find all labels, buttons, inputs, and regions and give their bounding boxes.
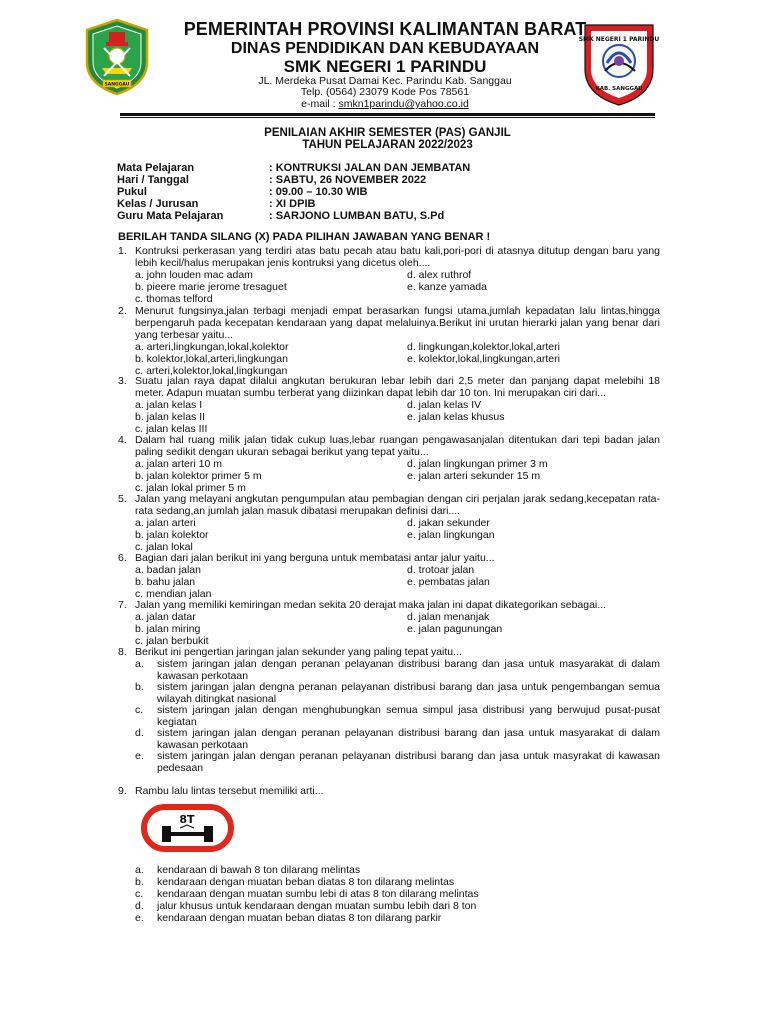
answer-option[interactable]: a. jalan kelas I xyxy=(135,399,203,411)
question-text: Menurut fungsinya,jalan terbagi menjadi empat berasarkan fungsi utama,jumlah kepadatan lalu lintas,hingga berpengaruh pada kecepatan kendaraan yang dapat melaluinya.Berikut ini urutan hierarki jalan yang benar dari yang terbesar yaitu... xyxy=(135,305,660,341)
option-letter: d. xyxy=(135,900,144,912)
answer-option[interactable]: c. mendian jalan xyxy=(135,588,212,600)
answer-option[interactable]: b. jalan kelas II xyxy=(135,411,206,423)
answer-option[interactable]: a. arteri,lingkungan,lokal,kolektor xyxy=(135,341,289,353)
answer-option[interactable]: sistem jaringan jalan dengan peranan pelayanan distribusi barang dan jasa untuk masyarakat di dalam kawasan perkotaan xyxy=(157,727,660,751)
sanggau-regency-logo xyxy=(84,18,150,96)
question-text: Rambu lalu lintas tersebut memiliki arti... xyxy=(135,785,324,797)
answer-option[interactable]: a. jalan datar xyxy=(135,611,196,623)
header-government: PEMERINTAH PROVINSI KALIMANTAN BARAT xyxy=(183,19,587,39)
question-number: 9. xyxy=(118,785,127,797)
header-rule-thick xyxy=(120,113,655,116)
answer-option[interactable]: kendaraan dengan muatan beban diatas 8 ton dilarang melintas xyxy=(157,876,455,888)
answer-option[interactable]: a. badan jalan xyxy=(135,564,201,576)
info-label: Hari / Tanggal xyxy=(117,174,189,186)
question-number: 3. xyxy=(118,375,127,387)
exam-year: TAHUN PELAJARAN 2022/2023 xyxy=(302,139,473,151)
answer-option[interactable]: e. kolektor,lokal,lingkungan,arteri xyxy=(407,353,560,365)
info-value: : 09.00 – 10.30 WIB xyxy=(269,186,368,198)
answer-option[interactable]: kendaraan dengan muatan beban diatas 8 ton dilarang parkir xyxy=(157,912,442,924)
answer-option[interactable]: kendaraan di bawah 8 ton dilarang melintas xyxy=(157,864,361,876)
question-text: Jalan yang melayani angkutan pengumpulan atau pembagian dengan ciri perjalan jarak sedang,kecepatan rata-rata sedang,an jumlah jalan masuk dibatasi merupakan definisi dari.... xyxy=(135,493,660,517)
answer-option[interactable]: c. jalan lokal xyxy=(135,541,193,553)
option-letter: d. xyxy=(135,727,144,739)
answer-option[interactable]: b. jalan miring xyxy=(135,623,201,635)
answer-option[interactable]: b. jalan kolektor primer 5 m xyxy=(135,470,262,482)
answer-option[interactable]: jalur khusus untuk kendaraan dengan muatan sumbu lebih dari 8 ton xyxy=(157,900,477,912)
header-school: SMK NEGERI 1 PARINDU xyxy=(283,57,487,76)
answer-option[interactable]: c. thomas telford xyxy=(135,293,213,305)
answer-option[interactable]: sistem jaringan jalan dengna peranan pelayanan distribusi barang dan jasa untuk pengembangan semua wilayah ditingkat nasional xyxy=(157,681,660,705)
question-text: Dalam hal ruang milik jalan tidak cukup luas,lebar ruangan pengawasanjalan ditentukan dari tepi badan jalan paling sedikit dengan ukuran sebagai berikut yang tepat yaitu... xyxy=(135,434,660,458)
option-letter: c. xyxy=(135,888,144,900)
header-email-line xyxy=(150,98,620,110)
info-value: : SARJONO LUMBAN BATU, S.Pd xyxy=(269,210,445,222)
option-letter: a. xyxy=(135,658,144,670)
answer-option[interactable]: b. kolektor,lokal,arteri,lingkungan xyxy=(135,353,288,365)
answer-option[interactable]: d. trotoar jalan xyxy=(407,564,475,576)
answer-option[interactable]: d. jakan sekunder xyxy=(407,517,490,529)
info-value: : SABTU, 26 NOVEMBER 2022 xyxy=(269,174,427,186)
answer-option[interactable]: c. jalan kelas III xyxy=(135,423,208,435)
option-letter: b. xyxy=(135,876,144,888)
question-number: 6. xyxy=(118,552,127,564)
info-label: Pukul xyxy=(117,186,147,198)
option-letter: c. xyxy=(135,704,144,716)
answer-option[interactable]: kendaraan dengan muatan sumbu lebi di atas 8 ton dilarang melintas xyxy=(157,888,479,900)
answer-option[interactable]: e. jalan pagunungan xyxy=(407,623,503,635)
question-number: 4. xyxy=(118,434,127,446)
answer-option[interactable]: sistem jaringan jalan dengan menghubungkan semua simpul jasa distribusi yang berwujud pusat-pusat kegiatan xyxy=(157,704,660,728)
option-letter: e. xyxy=(135,750,144,762)
answer-option[interactable]: e. jalan lingkungan xyxy=(407,529,495,541)
question-text: Kontruksi perkerasan yang terdiri atas batu pecah atau batu kali,pori-pori di atasnya ditutup dengan baru yang lebih kecil/halus merupakan jenis kontruksi yang dicetus oleh.... xyxy=(135,245,660,269)
email-link[interactable]: smkn1parindu@yahoo.co.id xyxy=(338,98,469,110)
answer-option[interactable]: d. lingkungan,kolektor,lokal,arteri xyxy=(407,341,560,353)
question-number: 7. xyxy=(118,599,127,611)
option-letter: a. xyxy=(135,864,144,876)
answer-option[interactable]: c. arteri,kolektor,lokal,lingkungan xyxy=(135,365,288,377)
question-number: 5. xyxy=(118,493,127,505)
answer-option[interactable]: b. jalan kolektor xyxy=(135,529,209,541)
instructions: BERILAH TANDA SILANG (X) PADA PILIHAN JAWABAN YANG BENAR ! xyxy=(118,231,491,243)
info-label: Guru Mata Pelajaran xyxy=(117,210,224,222)
option-letter: b. xyxy=(135,681,144,693)
answer-option[interactable]: sistem jaringan jalan dengan peranan pelayanan distribusi barang dan jasa untuk masyrakat di kawasan pedesaan xyxy=(157,750,660,774)
answer-option[interactable]: c. jalan lokal primer 5 m xyxy=(135,482,246,494)
header-address: JL. Merdeka Pusat Damai Kec. Parindu Kab. Sanggau xyxy=(258,75,512,87)
answer-option[interactable]: d. alex ruthrof xyxy=(407,269,472,281)
info-label: Mata Pelajaran xyxy=(117,162,195,174)
info-value: : XI DPIB xyxy=(269,198,316,210)
answer-option[interactable]: sistem jaringan jalan dengan peranan pelayanan distribusi barang dan jasa untuk masyarakat di dalam kawasan perkotaan xyxy=(157,658,660,682)
answer-option[interactable]: b. bahu jalan xyxy=(135,576,196,588)
info-value: : KONTRUKSI JALAN DAN JEMBATAN xyxy=(269,162,471,174)
question-text: Suatu jalan raya dapat dilalui angkutan berukuran lebar lebih dari 2,5 meter dan panjang dapat melebihi 18 meter. Adapun muatan sumbu terberat yang diizinkan dapat lebih dar 10 ton. Ini merupakan ciri dari... xyxy=(135,375,660,399)
sign-label: 8T xyxy=(179,813,195,826)
answer-option[interactable]: a. jalan arteri xyxy=(135,517,196,529)
exam-title: PENILAIAN AKHIR SEMESTER (PAS) GANJIL xyxy=(264,127,511,139)
question-text: Berikut ini pengertian jaringan jalan sekunder yang paling tepat yaitu... xyxy=(135,646,462,658)
answer-option[interactable]: d. jalan lingkungan primer 3 m xyxy=(407,458,548,470)
question-number: 1. xyxy=(118,245,127,257)
answer-option[interactable]: a. jalan arteri 10 m xyxy=(135,458,222,470)
answer-option[interactable]: e. jalan kelas khusus xyxy=(407,411,505,423)
header-department: DINAS PENDIDIKAN DAN KEBUDAYAAN xyxy=(230,40,540,57)
logo-right-caption-bottom: KAB. SANGGAU xyxy=(595,86,643,92)
info-label: Kelas / Jurusan xyxy=(117,198,199,210)
logo-left-caption: SANGGAU xyxy=(104,82,130,88)
question-number: 8. xyxy=(118,646,127,658)
logo-right-caption-top: SMK NEGERI 1 PARINDU xyxy=(578,36,660,43)
answer-option[interactable]: e. kanze yamada xyxy=(407,281,487,293)
header-rule-thin xyxy=(120,117,655,118)
answer-option[interactable]: e. pembatas jalan xyxy=(407,576,490,588)
answer-option[interactable]: c. jalan berbukit xyxy=(135,635,209,647)
answer-option[interactable]: e. jalan arteri sekunder 15 m xyxy=(407,470,541,482)
question-text: Bagian dari jalan berikut ini yang berguna untuk membatasi antar jalur yaitu... xyxy=(135,552,495,564)
answer-option[interactable]: d. jalan menanjak xyxy=(407,611,490,623)
option-letter: e. xyxy=(135,912,144,924)
answer-option[interactable]: a. john louden mac adam xyxy=(135,269,253,281)
header-phone: Telp. (0564) 23079 Kode Pos 78561 xyxy=(300,86,470,98)
question-number: 2. xyxy=(118,305,127,317)
question-text: Jalan yang memiliki kemiringan medan sekita 20 derajat maka jalan ini dapat dikategorikan sebagai... xyxy=(135,599,607,611)
axle-load-limit-sign-icon xyxy=(140,804,235,852)
answer-option[interactable]: b. pieere marie jerome tresaguet xyxy=(135,281,287,293)
email-label: e-mail : xyxy=(301,98,339,110)
answer-option[interactable]: d. jalan kelas IV xyxy=(407,399,482,411)
